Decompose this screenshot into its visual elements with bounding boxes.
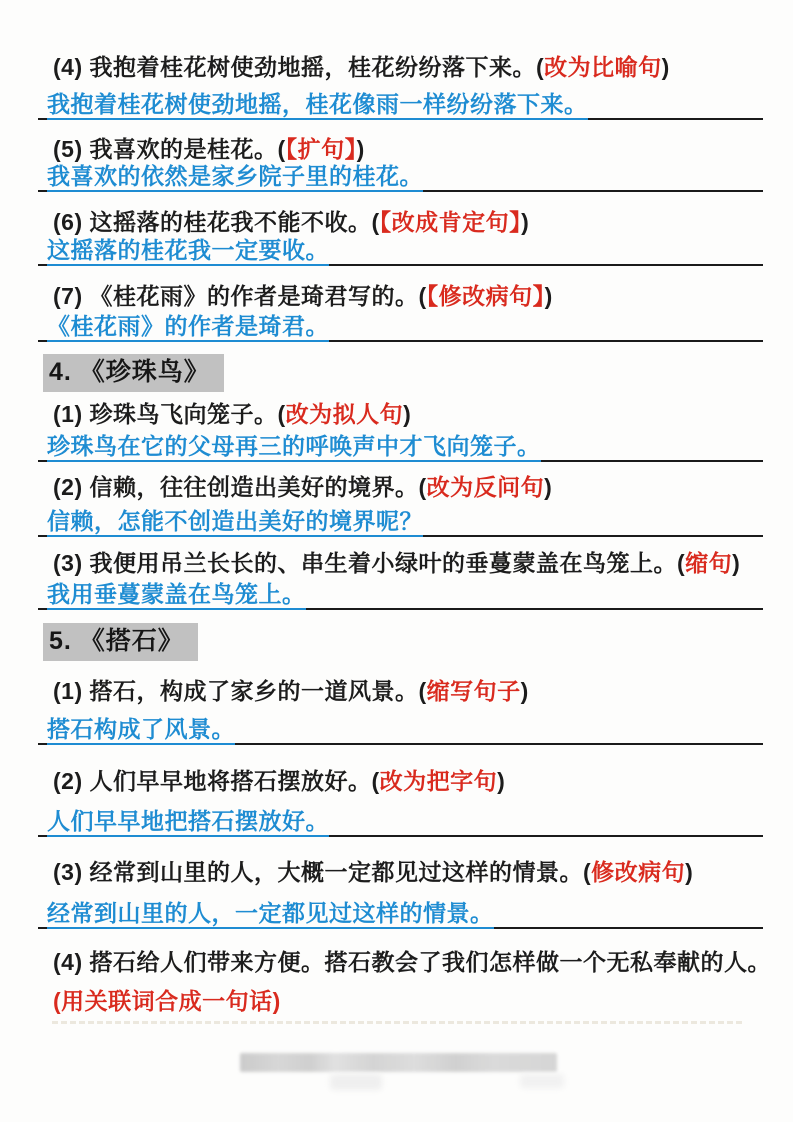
answer-text: 我喜欢的依然是家乡院子里的桂花。 [47, 162, 423, 192]
answer-line [38, 162, 763, 192]
answer-line [38, 432, 763, 462]
question-text: (4) 搭石给人们带来方便。搭石教会了我们怎样做一个无私奉献的人。 [53, 949, 771, 975]
transform-note: 改为把字句 [379, 768, 498, 794]
answer-line [38, 899, 763, 929]
close-paren: ) [403, 401, 412, 427]
question-text: (2) 人们早早地将搭石摆放好。 [53, 768, 372, 794]
close-paren: ) [520, 678, 529, 704]
transform-note: 修改病句 [591, 859, 686, 885]
answer-text: 《桂花雨》的作者是琦君。 [47, 312, 329, 342]
close-paren: ) [521, 209, 530, 235]
answer-text: 我用垂蔓蒙盖在鸟笼上。 [47, 580, 306, 610]
question-line [53, 207, 529, 237]
answer-text: 我抱着桂花树使劲地摇，桂花像雨一样纷纷落下来。 [47, 90, 588, 120]
question-line [53, 857, 693, 887]
red-instruction-line [53, 986, 281, 1016]
question-line [53, 947, 771, 977]
answer-line [38, 807, 763, 837]
open-paren: ( [277, 136, 286, 162]
open-paren: ( [583, 859, 592, 885]
question-text: (7) 《桂花雨》的作者是琦君写的。 [53, 283, 419, 309]
blurred-watermark [240, 1053, 557, 1072]
close-paren: ) [732, 550, 741, 576]
question-text: (4) 我抱着桂花树使劲地摇，桂花纷纷落下来。 [53, 54, 536, 80]
open-paren: ( [371, 768, 380, 794]
open-paren: ( [418, 678, 427, 704]
transform-note: 改为拟人句 [285, 401, 404, 427]
question-line [53, 676, 529, 706]
question-line [53, 472, 552, 502]
open-paren: ( [677, 550, 686, 576]
heading-highlight: 5. 《搭石》 [43, 623, 198, 661]
question-line [53, 52, 670, 82]
transform-note: 【改成肯定句】 [379, 209, 522, 235]
question-text: (1) 搭石，构成了家乡的一道风景。 [53, 678, 419, 704]
transform-note: 缩句 [685, 550, 733, 576]
answer-line [38, 507, 763, 537]
question-text: (5) 我喜欢的是桂花。 [53, 136, 278, 162]
transform-note: 改为反问句 [426, 474, 545, 500]
answer-line [38, 90, 763, 120]
question-line [53, 766, 505, 796]
transform-note: 【修改病句】 [426, 283, 545, 309]
close-paren: ) [356, 136, 365, 162]
answer-text: 经常到山里的人，一定都见过这样的情景。 [47, 899, 494, 929]
answer-line [38, 236, 763, 266]
question-text: (3) 经常到山里的人，大概一定都见过这样的情景。 [53, 859, 583, 885]
question-line [53, 134, 365, 164]
open-paren: ( [371, 209, 380, 235]
transform-note: 改为比喻句 [544, 54, 662, 80]
question-line [53, 399, 411, 429]
open-paren: ( [277, 401, 286, 427]
question-line [53, 281, 553, 311]
question-text: (2) 信赖，往往创造出美好的境界。 [53, 474, 419, 500]
section-heading-dashi [43, 623, 198, 661]
close-paren: ) [661, 54, 670, 80]
answer-text: 信赖，怎能不创造出美好的境界呢？ [47, 507, 423, 537]
faded-dashed-line [52, 1021, 742, 1024]
answer-line [38, 312, 763, 342]
answer-text: 珍珠鸟在它的父母再三的呼唤声中才飞向笼子。 [47, 432, 541, 462]
answer-text: 这摇落的桂花我一定要收。 [47, 236, 329, 266]
open-paren: ( [418, 474, 427, 500]
section-heading-zhenzhuniao [43, 354, 224, 392]
transform-note: 缩写句子 [426, 678, 521, 704]
transform-note: (用关联词合成一句话) [53, 988, 281, 1014]
watermark-smudge [330, 1074, 382, 1090]
question-line [53, 548, 740, 578]
open-paren: ( [536, 54, 545, 80]
open-paren: ( [418, 283, 427, 309]
answer-line [38, 580, 763, 610]
close-paren: ) [685, 859, 694, 885]
close-paren: ) [544, 474, 553, 500]
close-paren: ) [544, 283, 553, 309]
question-text: (1) 珍珠鸟飞向笼子。 [53, 401, 278, 427]
question-text: (6) 这摇落的桂花我不能不收。 [53, 209, 372, 235]
question-text: (3) 我便用吊兰长长的、串生着小绿叶的垂蔓蒙盖在鸟笼上。 [53, 550, 677, 576]
answer-line [38, 715, 763, 745]
watermark-smudge [520, 1074, 564, 1088]
answer-text: 人们早早地把搭石摆放好。 [47, 807, 329, 837]
answer-text: 搭石构成了风景。 [47, 715, 235, 745]
heading-highlight: 4. 《珍珠鸟》 [43, 354, 224, 392]
close-paren: ) [497, 768, 506, 794]
transform-note: 【扩句】 [285, 136, 357, 162]
